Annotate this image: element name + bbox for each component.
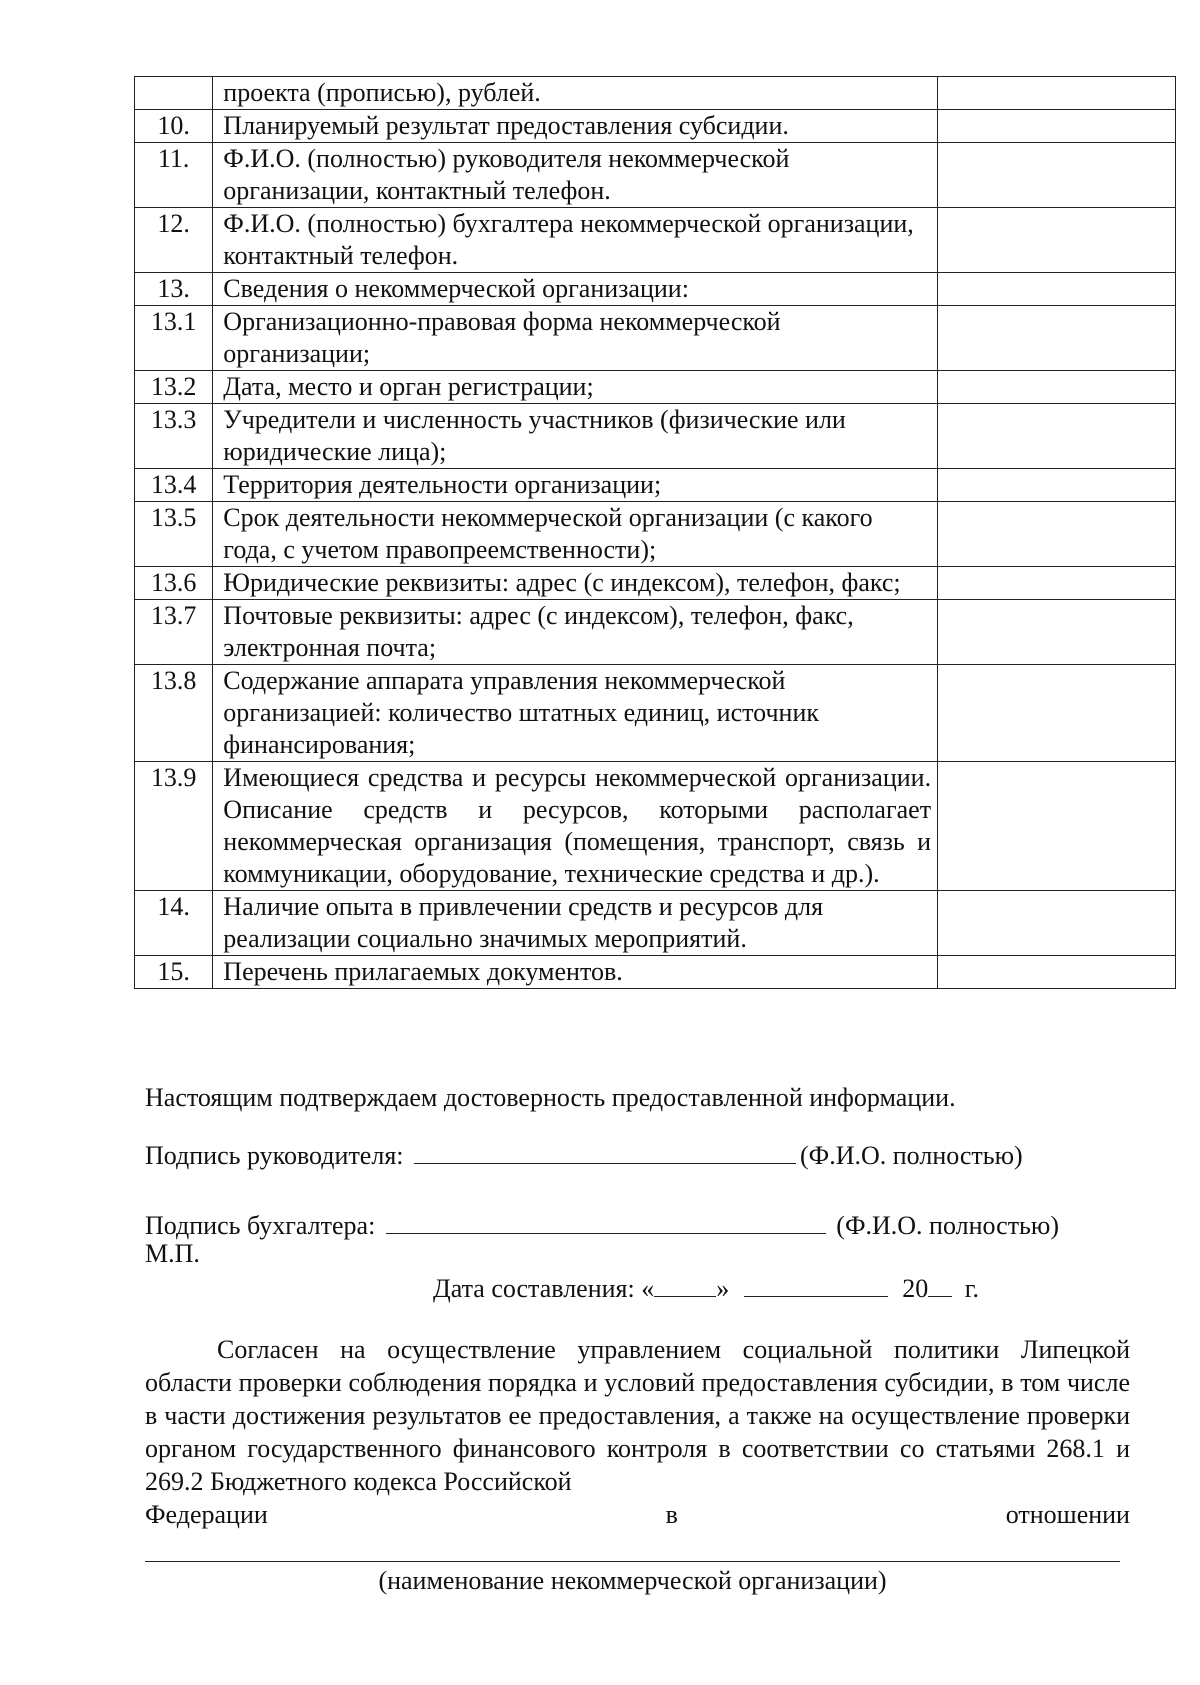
row-description: Территория деятельности организации;	[213, 469, 938, 502]
head-signature-row	[145, 1135, 1023, 1175]
table-row	[135, 469, 1176, 502]
row-description: Юридические реквизиты: адрес (с индексом), телефон, факс;	[213, 567, 938, 600]
consent-paragraph	[145, 1333, 1130, 1531]
row-value-cell[interactable]	[938, 891, 1176, 956]
row-number	[135, 77, 213, 110]
row-number: 13.2	[135, 371, 213, 404]
row-value-cell[interactable]	[938, 306, 1176, 371]
accountant-signature-suffix: (Ф.И.О. полностью)	[836, 1211, 1059, 1240]
row-value-cell[interactable]	[938, 273, 1176, 306]
row-value-cell[interactable]	[938, 567, 1176, 600]
consent-word-federation: Федерации	[145, 1500, 268, 1529]
row-description: Организационно-правовая форма некоммерческой организации;	[213, 306, 938, 371]
organization-name-caption: (наименование некоммерческой организации)	[378, 1566, 887, 1595]
table-row	[135, 567, 1176, 600]
row-number: 10.	[135, 110, 213, 143]
row-description: проекта (прописью), рублей.	[213, 77, 938, 110]
table-row	[135, 371, 1176, 404]
row-description: Ф.И.О. (полностью) бухгалтера некоммерческой организации, контактный телефон.	[213, 208, 938, 273]
table-row	[135, 762, 1176, 891]
table-row	[135, 208, 1176, 273]
row-number: 13.4	[135, 469, 213, 502]
row-number: 13.9	[135, 762, 213, 891]
row-value-cell[interactable]	[938, 502, 1176, 567]
row-value-cell[interactable]	[938, 469, 1176, 502]
row-value-cell[interactable]	[938, 110, 1176, 143]
row-number: 13.8	[135, 665, 213, 762]
table-row	[135, 956, 1176, 989]
date-day-blank[interactable]	[654, 1270, 716, 1297]
row-number: 13.5	[135, 502, 213, 567]
table-row	[135, 110, 1176, 143]
row-value-cell[interactable]	[938, 956, 1176, 989]
table-row	[135, 891, 1176, 956]
table-row	[135, 143, 1176, 208]
date-year-suffix: г.	[964, 1274, 979, 1303]
consent-body: Согласен на осуществление управлением социальной политики Липецкой области проверки соблюдения порядка и условий предоставления субсидии, в том числе в части достижения результатов ее предоставления, а также на осуществление проверки органом государственного финансового контроля в соответствии со статьями 268.1 и 269.2 Бюджетного кодекса Российской	[145, 1335, 1130, 1496]
table-row	[135, 77, 1176, 110]
accountant-signature-row	[145, 1205, 1059, 1245]
confirmation-statement: Настоящим подтверждаем достоверность предоставленной информации.	[145, 1083, 956, 1112]
table-row	[135, 306, 1176, 371]
consent-word-regarding: отношении	[1005, 1500, 1130, 1529]
row-description: Ф.И.О. (полностью) руководителя некоммерческой организации, контактный телефон.	[213, 143, 938, 208]
table-row	[135, 273, 1176, 306]
row-description: Планируемый результат предоставления субсидии.	[213, 110, 938, 143]
row-value-cell[interactable]	[938, 665, 1176, 762]
table-row	[135, 404, 1176, 469]
organization-name-line[interactable]	[145, 1561, 1120, 1562]
row-number: 11.	[135, 143, 213, 208]
row-number: 13.	[135, 273, 213, 306]
date-label: Дата составления: «	[433, 1274, 655, 1303]
row-value-cell[interactable]	[938, 143, 1176, 208]
row-description: Срок деятельности некоммерческой организации (с какого года, с учетом правопреемственности);	[213, 502, 938, 567]
head-signature-suffix: (Ф.И.О. полностью)	[800, 1141, 1023, 1170]
row-description: Имеющиеся средства и ресурсы некоммерческой организации. Описание средств и ресурсов, которыми располагает некоммерческая организация (помещения, транспорт, связь и коммуникации, оборудование, технические средства и др.).	[213, 762, 938, 891]
row-description: Учредители и численность участников (физические или юридические лица);	[213, 404, 938, 469]
row-number: 13.6	[135, 567, 213, 600]
row-number: 12.	[135, 208, 213, 273]
row-description: Почтовые реквизиты: адрес (с индексом), телефон, факс, электронная почта;	[213, 600, 938, 665]
head-signature-line[interactable]	[414, 1135, 796, 1164]
row-description: Перечень прилагаемых документов.	[213, 956, 938, 989]
row-description: Дата, место и орган регистрации;	[213, 371, 938, 404]
table-row	[135, 502, 1176, 567]
row-description: Сведения о некоммерческой организации:	[213, 273, 938, 306]
row-description: Содержание аппарата управления некоммерческой организацией: количество штатных единиц, источник финансирования;	[213, 665, 938, 762]
application-table-body	[135, 77, 1176, 989]
application-table	[134, 76, 1176, 989]
date-month-blank[interactable]	[744, 1270, 888, 1297]
row-number: 13.3	[135, 404, 213, 469]
row-number: 13.7	[135, 600, 213, 665]
consent-last-line	[145, 1498, 1130, 1531]
head-signature-label: Подпись руководителя:	[145, 1141, 404, 1170]
date-year-prefix: 20	[902, 1274, 929, 1303]
row-value-cell[interactable]	[938, 371, 1176, 404]
row-value-cell[interactable]	[938, 77, 1176, 110]
row-description: Наличие опыта в привлечении средств и ресурсов для реализации социально значимых мероприятий.	[213, 891, 938, 956]
table-row	[135, 600, 1176, 665]
row-value-cell[interactable]	[938, 600, 1176, 665]
date-close-quote: »	[716, 1274, 730, 1303]
table-row	[135, 665, 1176, 762]
row-number: 14.	[135, 891, 213, 956]
row-value-cell[interactable]	[938, 208, 1176, 273]
row-number: 13.1	[135, 306, 213, 371]
row-value-cell[interactable]	[938, 404, 1176, 469]
row-value-cell[interactable]	[938, 762, 1176, 891]
date-row	[433, 1270, 979, 1304]
consent-word-v: в	[665, 1500, 678, 1529]
date-year-blank[interactable]	[928, 1270, 952, 1297]
accountant-signature-label: Подпись бухгалтера:	[145, 1211, 376, 1240]
stamp-place: М.П.	[145, 1239, 200, 1268]
row-number: 15.	[135, 956, 213, 989]
accountant-signature-line[interactable]	[386, 1205, 826, 1234]
